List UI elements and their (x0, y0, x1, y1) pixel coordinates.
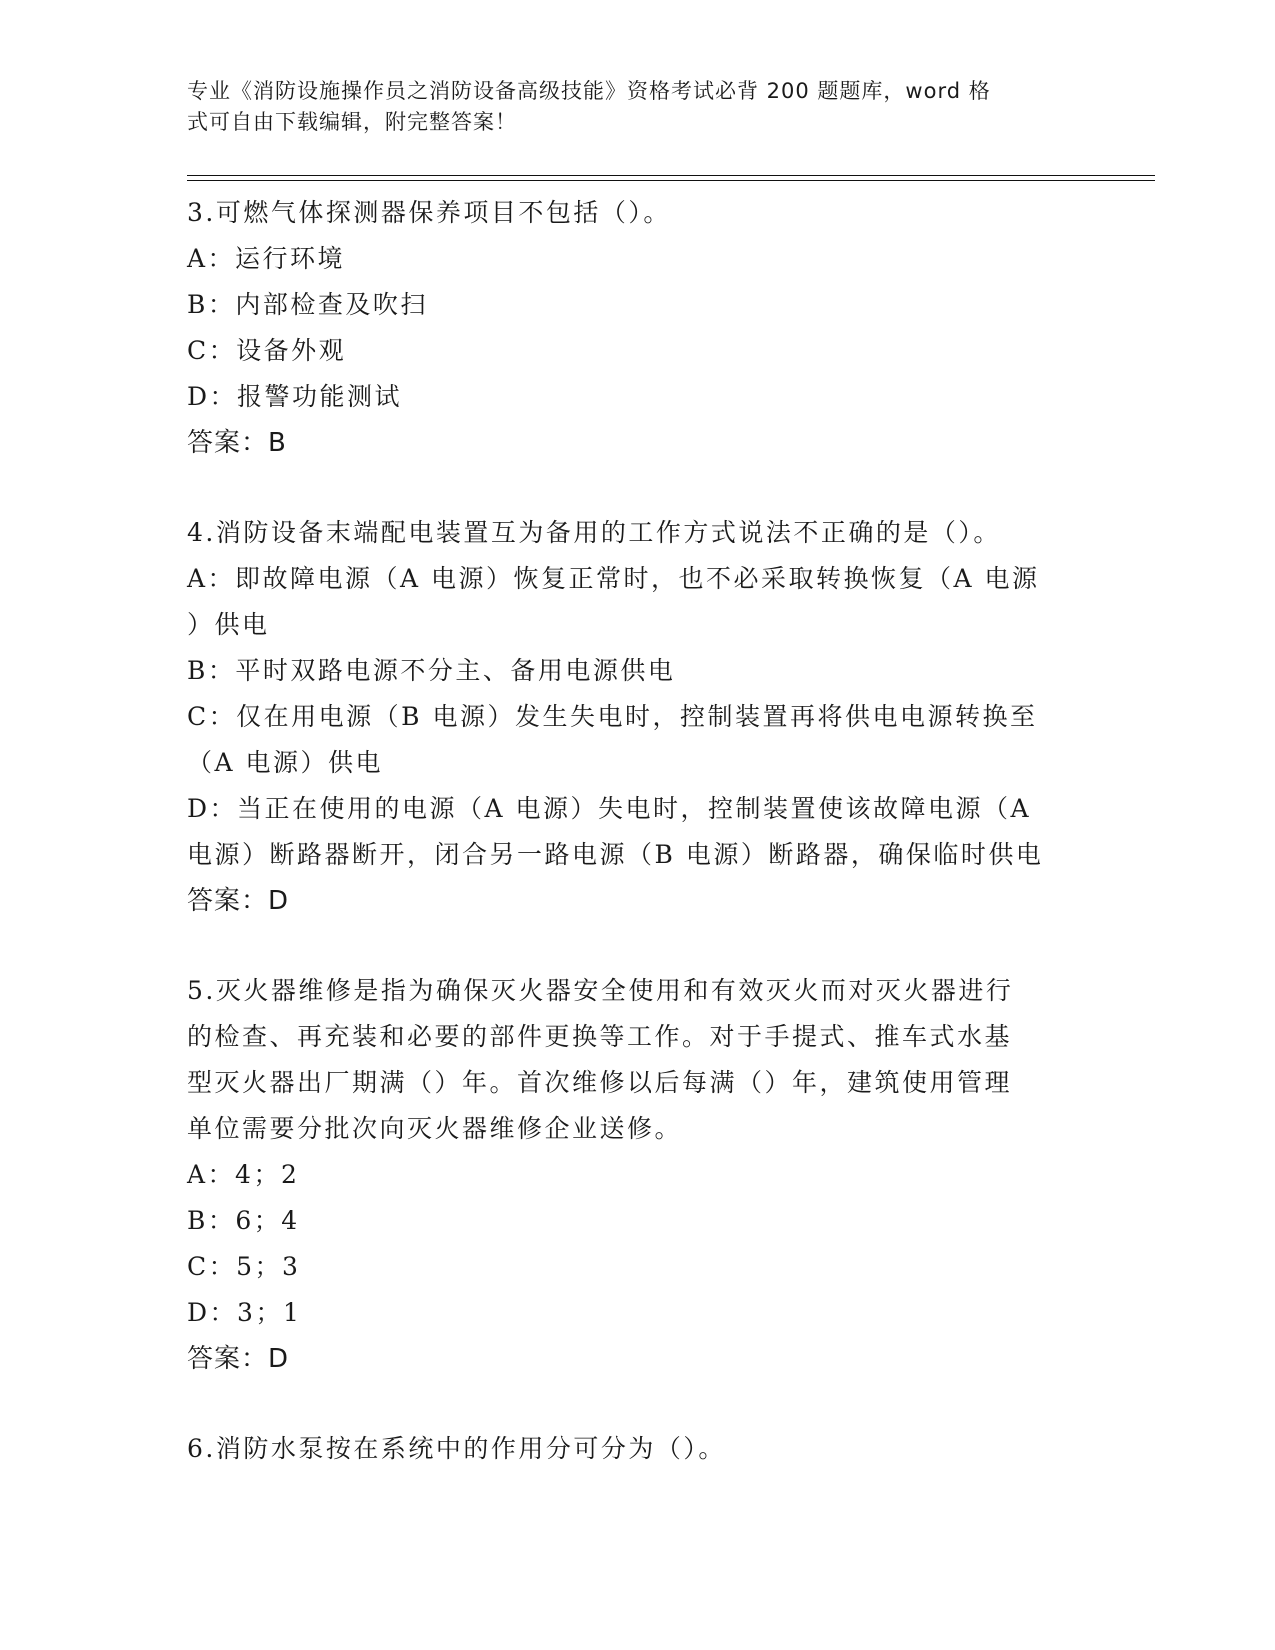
answer-label: 答案：B (187, 428, 287, 458)
header-line-2: 式可自由下载编辑，附完整答案！ (187, 110, 517, 134)
question-6 (187, 1426, 1087, 1472)
question-text-line-3: 型灭火器出厂期满（）年。首次维修以后每满（）年，建筑使用管理 (187, 1068, 1013, 1097)
option-c: C：设备外观 (187, 336, 347, 365)
question-text: 4.消防设备末端配电装置互为备用的工作方式说法不正确的是（）。 (187, 518, 1001, 547)
option-c: C：仅在用电源（B 电源）发生失电时，控制装置再将供电电源转换至 (187, 702, 1038, 731)
option-a-continued: ）供电 (187, 610, 270, 639)
question-list (187, 190, 1087, 1472)
option-a: A：运行环境 (187, 244, 346, 273)
option-a: A：4；2 (187, 1160, 300, 1189)
question-5 (187, 968, 1087, 1382)
option-b: B：平时双路电源不分主、备用电源供电 (187, 656, 676, 685)
option-a: A：即故障电源（A 电源）恢复正常时，也不必采取转换恢复（A 电源 (187, 564, 1040, 593)
question-text: 6.消防水泵按在系统中的作用分可分为（）。 (187, 1434, 726, 1463)
document-header (187, 76, 1067, 138)
question-text: 5.灭火器维修是指为确保灭火器安全使用和有效灭火而对灭火器进行 (187, 976, 1014, 1005)
option-c: C：5；3 (187, 1252, 301, 1281)
option-b: B：6；4 (187, 1206, 300, 1235)
option-d-continued: 电源）断路器断开，闭合另一路电源（B 电源）断路器，确保临时供电 (187, 840, 1044, 869)
header-line-1: 专业《消防设施操作员之消防设备高级技能》资格考试必背 200 题题库，word 格 (187, 79, 991, 103)
option-c-continued: （A 电源）供电 (187, 748, 384, 777)
answer-label: 答案：D (187, 886, 290, 916)
option-d: D：当正在使用的电源（A 电源）失电时，控制装置使该故障电源（A (187, 794, 1032, 823)
option-d: D：报警功能测试 (187, 382, 403, 411)
header-divider-top (187, 175, 1155, 176)
option-b: B：内部检查及吹扫 (187, 290, 428, 319)
header-divider-bottom (187, 180, 1155, 181)
option-d: D：3；1 (187, 1298, 302, 1327)
answer-label: 答案：D (187, 1344, 290, 1374)
question-text: 3.可燃气体探测器保养项目不包括（）。 (187, 198, 671, 227)
question-4 (187, 510, 1087, 924)
question-3 (187, 190, 1087, 466)
question-text-line-4: 单位需要分批次向灭火器维修企业送修。 (187, 1114, 683, 1143)
question-text-line-2: 的检查、再充装和必要的部件更换等工作。对于手提式、推车式水基 (187, 1022, 1013, 1051)
